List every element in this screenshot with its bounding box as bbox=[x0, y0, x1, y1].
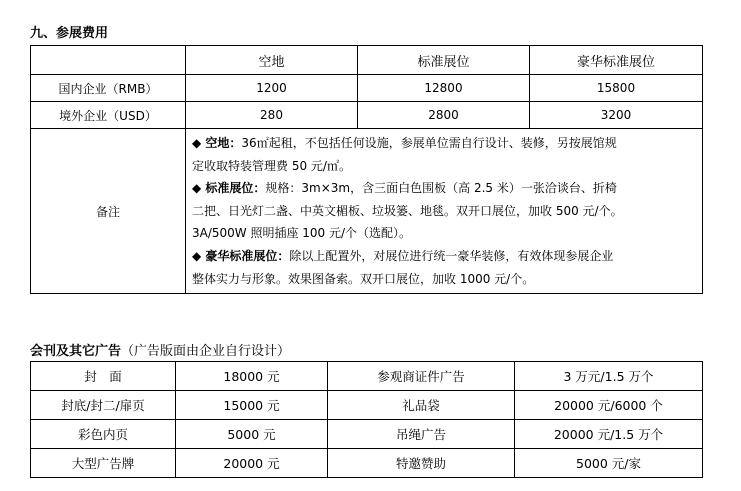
note-text: 整体实力与形象。效果图备索。双开口展位，加收 1000 元/个。 bbox=[192, 271, 535, 286]
section-ads-title-bold: 会刊及其它广告 bbox=[30, 344, 122, 359]
ad-item: 礼品袋 bbox=[328, 391, 515, 420]
header-cell-luxury-booth: 豪华标准展位 bbox=[530, 46, 703, 75]
note-text: 除以上配置外，对展位进行统一豪华装修，有效体现参展企业 bbox=[289, 248, 614, 263]
ad-item: 特邀赞助 bbox=[328, 449, 515, 478]
notes-row bbox=[31, 129, 703, 294]
cell-value: 3200 bbox=[530, 102, 703, 129]
fees-header-row bbox=[31, 46, 703, 75]
note-luxury-booth bbox=[192, 245, 698, 268]
ad-item: 封 面 bbox=[31, 362, 176, 391]
row-label-domestic: 国内企业（RMB） bbox=[31, 75, 186, 102]
section-fees-title: 九、参展费用 bbox=[30, 26, 109, 41]
section-ads-title-note: （广告版面由企业自行设计） bbox=[121, 344, 291, 359]
notes-content bbox=[186, 129, 703, 294]
ad-price: 20000 元/1.5 万个 bbox=[515, 420, 703, 449]
table-row bbox=[31, 449, 703, 478]
ad-price: 5000 元 bbox=[176, 420, 328, 449]
note-standard-booth-title: ◆ 标准展位： bbox=[192, 181, 266, 196]
ad-price: 18000 元 bbox=[176, 362, 328, 391]
header-cell-empty bbox=[31, 46, 186, 75]
section-ads-title bbox=[30, 340, 290, 359]
cell-value: 280 bbox=[186, 102, 358, 129]
table-row bbox=[31, 75, 703, 102]
ad-price: 5000 元/家 bbox=[515, 449, 703, 478]
note-luxury-booth-title: ◆ 豪华标准展位： bbox=[192, 248, 290, 263]
note-raw-space bbox=[192, 132, 698, 155]
note-text: 规格：3m×3m，含三面白色围板（高 2.5 米）一张洽谈台、折椅 bbox=[265, 181, 617, 196]
ad-price: 20000 元/6000 个 bbox=[515, 391, 703, 420]
ad-price: 15000 元 bbox=[176, 391, 328, 420]
table-row bbox=[31, 420, 703, 449]
table-row bbox=[31, 391, 703, 420]
note-text: 定收取特装管理费 50 元/㎡。 bbox=[192, 158, 351, 173]
cell-value: 2800 bbox=[358, 102, 530, 129]
note-standard-booth bbox=[192, 177, 698, 200]
ad-item: 大型广告牌 bbox=[31, 449, 176, 478]
ad-item: 吊绳广告 bbox=[328, 420, 515, 449]
ad-item: 参观商证件广告 bbox=[328, 362, 515, 391]
note-text: 36㎡起租，不包括任何设施，参展单位需自行设计、装修，另按展馆规 bbox=[241, 136, 617, 150]
header-cell-raw-space: 空地 bbox=[186, 46, 358, 75]
ads-table bbox=[30, 361, 703, 478]
ad-price: 20000 元 bbox=[176, 449, 328, 478]
ad-price: 3 万元/1.5 万个 bbox=[515, 362, 703, 391]
notes-label: 备注 bbox=[31, 129, 186, 294]
row-label-overseas: 境外企业（USD） bbox=[31, 102, 186, 129]
fees-table bbox=[30, 45, 703, 294]
note-raw-space-title: ◆ 空地： bbox=[192, 136, 242, 150]
ad-item: 封底/封二/扉页 bbox=[31, 391, 176, 420]
cell-value: 12800 bbox=[358, 75, 530, 102]
cell-value: 1200 bbox=[186, 75, 358, 102]
note-text: 3A/500W 照明插座 100 元/个（选配）。 bbox=[192, 226, 412, 241]
table-row bbox=[31, 362, 703, 391]
table-row bbox=[31, 102, 703, 129]
ad-item: 彩色内页 bbox=[31, 420, 176, 449]
note-text: 二把、日光灯二盏、中英文楣板、垃圾篓、地毯。双开口展位，加收 500 元/个。 bbox=[192, 203, 623, 218]
header-cell-standard-booth: 标准展位 bbox=[358, 46, 530, 75]
cell-value: 15800 bbox=[530, 75, 703, 102]
